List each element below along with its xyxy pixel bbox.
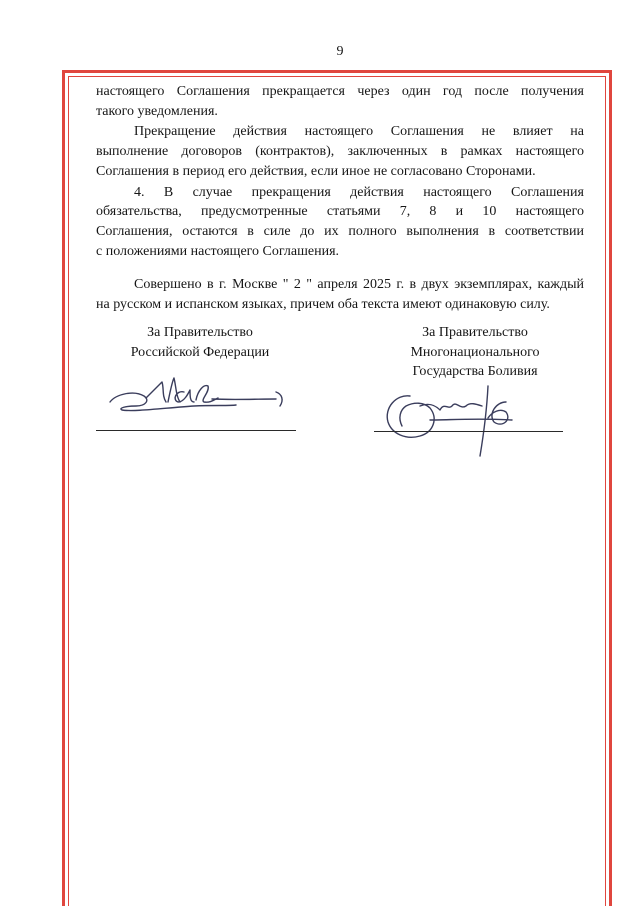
signature-line-russia <box>96 430 296 431</box>
signatory-russia <box>100 323 300 362</box>
signatory-line: Российской Федерации <box>130 344 270 360</box>
text-line: Совершено в г. Москве " 2 " апреля 2025 г. в двух экземплярах, каждый <box>134 277 584 293</box>
text-line: Соглашения в период его действия, если иное не согласовано Сторонами. <box>96 163 536 179</box>
text-line: выполнение договоров (контрактов), заключенных в рамках настоящего <box>96 144 584 160</box>
page-number: 9 <box>336 44 344 59</box>
signature-stroke <box>110 393 236 410</box>
text-line: Соглашения, остаются в силе до их полного выполнения в соответствии <box>96 223 584 239</box>
signatory-line: За Правительство <box>147 325 253 340</box>
text-line: с положениями настоящего Соглашения. <box>96 243 340 259</box>
signature-stroke <box>480 386 488 456</box>
signature-stroke <box>168 378 180 402</box>
signature-stroke <box>276 392 282 406</box>
text-line: Прекращение действия настоящего Соглашения не влияет на <box>134 124 584 140</box>
text-line: 4. В случае прекращения действия настоящего Соглашения <box>134 184 584 200</box>
agreement-text <box>96 82 584 315</box>
signatory-line: Государства Боливия <box>412 364 538 380</box>
signatory-bolivia <box>375 323 575 382</box>
text-line: на русском и испанском языках, причем оба текста имеют одинаковую силу. <box>96 297 550 313</box>
text-line: обязательства, предусмотренные статьями 7, 8 и 10 настоящего <box>96 204 584 220</box>
signature-russia <box>104 372 294 416</box>
signatory-line: За Правительство <box>422 325 528 340</box>
signatory-line: Многонационального <box>410 344 540 360</box>
text-line: такого уведомления. <box>96 103 218 119</box>
signature-line-bolivia <box>374 431 563 432</box>
paragraph-done-at <box>96 275 584 314</box>
text-line: настоящего Соглашения прекращается через один год после получения <box>96 84 584 99</box>
paragraph-termination-continued <box>96 82 584 121</box>
signature-block <box>0 323 640 385</box>
signature-stroke <box>430 419 512 420</box>
signature-bolivia <box>380 382 520 458</box>
paragraph-contracts-unaffected <box>96 122 584 181</box>
signature-stroke <box>488 402 508 424</box>
paragraph-clause-4 <box>96 183 584 262</box>
signature-stroke <box>146 382 166 402</box>
